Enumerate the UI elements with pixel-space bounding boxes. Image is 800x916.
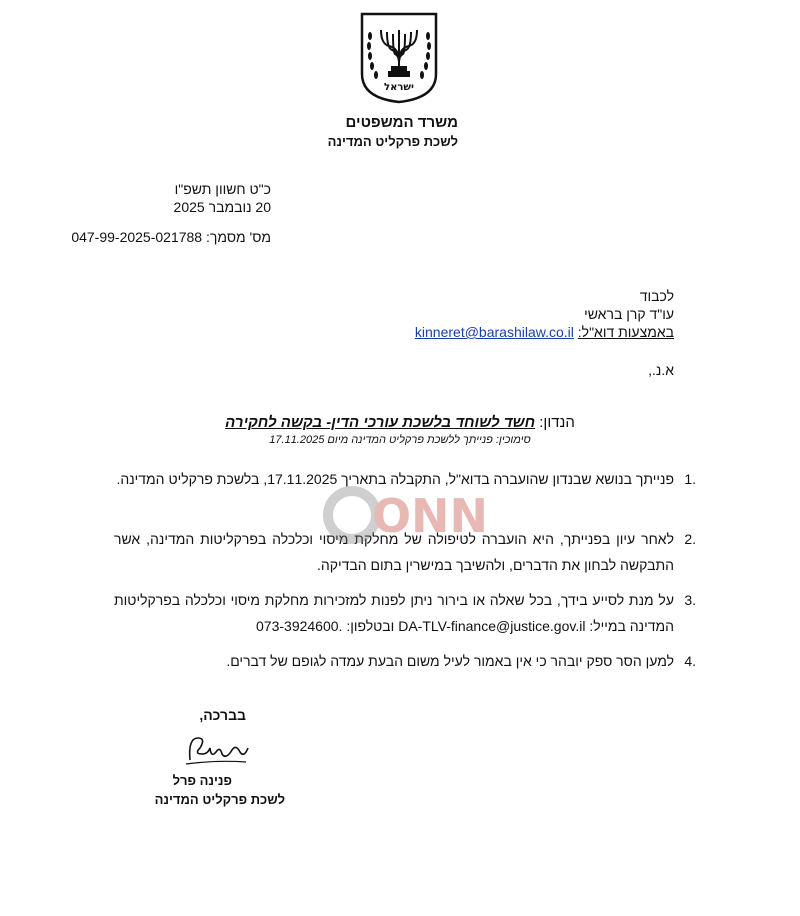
greeting: א.נ., [648, 362, 674, 378]
addressee-name: עו"ד קרן בראשי [584, 306, 674, 322]
handwritten-signature-icon [180, 730, 250, 770]
document-number: מס' מסמך: 047-99-2025-021788 [71, 229, 271, 245]
list-item [114, 648, 696, 674]
phone-label: ובטלפון: [346, 618, 395, 634]
item-text: על מנת לסייע בידך, בכל שאלה או בירור ניתן לפנות למזכירות מחלקת מיסוי וכלכלה בפרקליטות המדינה במייל: [114, 592, 674, 634]
addressee-email-link[interactable]: kinneret@barashilaw.co.il [414, 324, 574, 340]
item-number: 2. [684, 531, 696, 547]
contact-email-link[interactable]: DA-TLV-finance@justice.gov.il [398, 618, 586, 634]
subject-label: הנדון: [539, 414, 575, 431]
watermark-text: ONN [371, 489, 488, 543]
state-emblem-icon [358, 12, 440, 104]
signer-office: לשכת פרקליט המדינה [154, 792, 285, 807]
contact-phone: 073-3924600. [256, 618, 343, 634]
addressee-label: לכבוד [639, 288, 674, 304]
subject-line [190, 414, 610, 431]
via-email-label: באמצעות דוא"ל: [577, 324, 674, 340]
emblem-label: ישראל [384, 82, 414, 93]
item-number: 1. [684, 471, 696, 487]
list-item [114, 587, 696, 639]
reference-line: סימוכין: פנייתך ללשכת פרקליט המדינה מיום 17.11.2025 [269, 434, 531, 446]
item-number: 3. [684, 592, 696, 608]
signer-name: פנינה פרל [172, 773, 232, 788]
onn-watermark-icon [318, 484, 488, 546]
item-number: 4. [684, 653, 696, 669]
item-text: לאחר עיון בפנייתך, היא הועברה לטיפולה של מחלקת מיסוי וכלכלה בפרקליטות המדינה, אשר התבקשה לבחון את הדברים, ולהשיבך במישרין בתום הבדיקה. [114, 531, 674, 573]
item-text: למען הסר ספק יובהר כי אין באמור לעיל משום הבעת עמדה לגופם של דברים. [226, 653, 674, 669]
subject-title: חשד לשוחד בלשכת עורכי הדין- בקשה לחקירה [225, 414, 536, 431]
closing-blessing: בברכה, [199, 707, 246, 723]
hebrew-date: כ"ט חשוון תשפ"ו [174, 181, 271, 197]
addressee-email-line [415, 324, 674, 340]
item-text: פנייתך בנושא שבנדון שהועברה בדוא"ל, התקבלה בתאריך 17.11.2025, בלשכת פרקליט המדינה. [116, 471, 674, 487]
ministry-name: משרד המשפטים [345, 114, 458, 131]
office-name: לשכת פרקליט המדינה [327, 134, 458, 149]
gregorian-date: 20 נובמבר 2025 [173, 199, 271, 215]
